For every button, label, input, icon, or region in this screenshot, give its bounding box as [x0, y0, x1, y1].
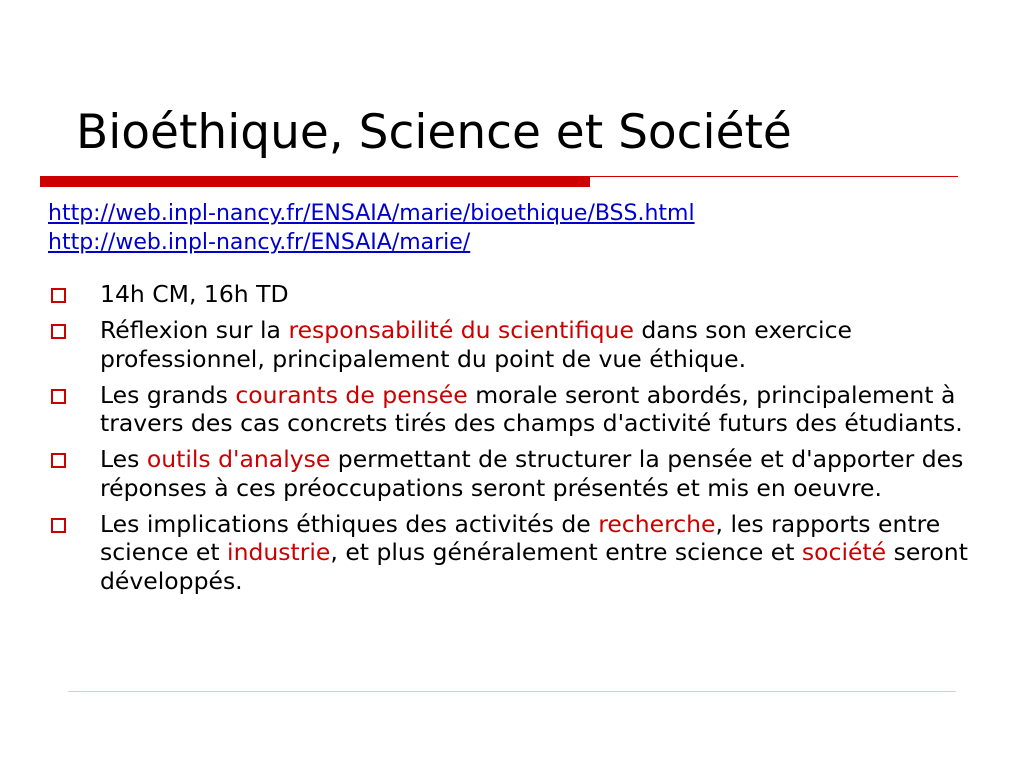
bottom-divider [68, 691, 956, 692]
bullet-item [48, 381, 988, 438]
bullet-list [48, 280, 988, 603]
bullet-item [48, 445, 988, 502]
highlighted-text: industrie [227, 538, 331, 566]
highlighted-text: outils d'analyse [146, 445, 331, 473]
bullet-text: , et plus généralement entre science et [330, 538, 802, 566]
hollow-square-bullet-icon [51, 389, 66, 404]
bullet-item [48, 316, 988, 373]
bullet-text: seront développés. [100, 538, 968, 595]
link-list [48, 199, 695, 257]
hollow-square-bullet-icon [51, 288, 66, 303]
title-underline-thick [40, 176, 590, 187]
bullet-text: Les implications éthiques des activités de [100, 509, 599, 538]
bullet-text: , les rapports entre science et [100, 509, 941, 566]
bullet-text: permettant de structurer la pensée et d'apporter des réponses à ces préoccupations seront présentés et mis en oeuvre. [100, 445, 964, 502]
bullet-text: morale seront abordés, principalement à travers des cas concrets tirés des champs d'activité futurs des étudiants. [100, 380, 963, 437]
bullet-item [48, 280, 988, 309]
bullet-text: Réflexion sur la [100, 316, 289, 344]
title-underline-thin [590, 176, 958, 177]
hollow-square-bullet-icon [51, 324, 66, 339]
highlighted-text: recherche [598, 509, 716, 538]
bullet-text: 14h CM, 16h TD [100, 280, 289, 308]
bullet-text: Les grands [100, 380, 236, 409]
highlighted-text: société [801, 538, 887, 566]
link-bss-page[interactable]: http://web.inpl-nancy.fr/ENSAIA/marie/bioethique/BSS.html [48, 201, 695, 226]
hollow-square-bullet-icon [51, 518, 66, 533]
bullet-text: dans son exercice professionnel, principalement du point de vue éthique. [100, 316, 852, 373]
highlighted-text: courants de pensée [235, 380, 468, 409]
bullet-text: Les [100, 445, 147, 473]
link-marie-home[interactable]: http://web.inpl-nancy.fr/ENSAIA/marie/ [48, 230, 471, 255]
highlighted-text: responsabilité du scientifique [288, 316, 634, 344]
bullet-item [48, 510, 988, 596]
slide-title: Bioéthique, Science et Société [76, 105, 792, 160]
hollow-square-bullet-icon [51, 453, 66, 468]
